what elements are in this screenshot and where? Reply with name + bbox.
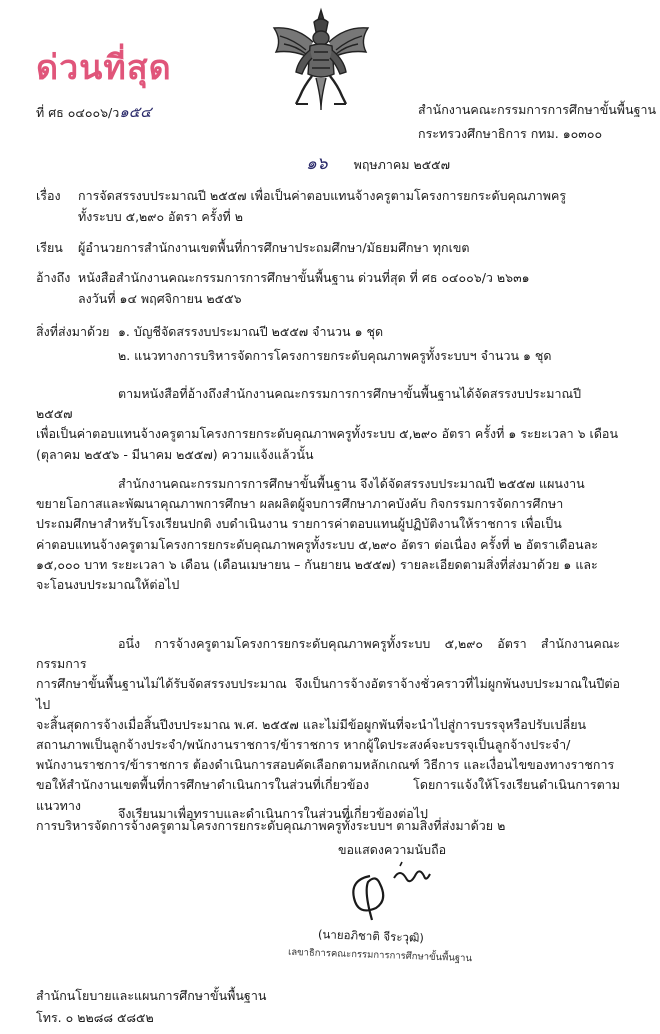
doc-number-handwritten: ๑๕๔: [119, 103, 152, 121]
doc-number-prefix: ที่ ศธ ๐๔๐๐๖/ว: [36, 105, 120, 120]
enclosure-label: สิ่งที่ส่งมาด้วย: [36, 324, 110, 339]
salutation-label: เรียน: [36, 240, 63, 255]
reference-line-1: หนังสือสำนักงานคณะกรรมการการศึกษาขั้นพื้นฐาน ด่วนที่สุด ที่ ศธ ๐๔๐๐๖/ว ๒๖๓๑: [78, 270, 530, 285]
agency-address: กระทรวงศึกษาธิการ กทม. ๑๐๓๐๐: [418, 126, 603, 141]
paragraph-3-line: ขอให้สำนักงานเขตพื้นที่การศึกษาดำเนินการในส่วนที่เกี่ยวข้อง โดยการแจ้งให้โรงเรียนดำเนินการตามแนวทาง: [36, 777, 620, 813]
paragraph-2-line: จะโอนงบประมาณให้ต่อไป: [36, 577, 180, 593]
paragraph-2-line: ค่าตอบแทนจ้างครูตามโครงการยกระดับคุณภาพครูทั้งระบบ ๕,๒๙๐ อัตรา ต่อเนื่อง ครั้งที่ ๒ อัตราเดือนละ: [36, 536, 598, 552]
paragraph-1-line: เพื่อเป็นค่าตอบแทนจ้างครูตามโครงการยกระดับคุณภาพครูทั้งระบบ ๕,๒๙๐ อัตรา ครั้งที่ ๑ ระยะเวลา ๖ เดือน: [36, 426, 618, 442]
paragraph-3-line: พนักงานราชการ/ข้าราชการ ต้องดำเนินการสอบคัดเลือกตามหลักเกณฑ์ วิธีการ และเงื่อนไขของทางราชการ: [36, 757, 615, 773]
paragraph-2-line: สำนักงานคณะกรรมการการศึกษาขั้นพื้นฐาน จึงได้จัดสรรงบประมาณปี ๒๕๕๗ แผนงาน: [118, 476, 585, 491]
urgency-stamp: ด่วนที่สุด: [36, 48, 172, 88]
signer-name: (นายอภิชาติ จีระวุฒิ): [317, 927, 425, 945]
reference-label: อ้างถึง: [36, 270, 71, 285]
paragraph-2-line: ขยายโอกาสและพัฒนาคุณภาพการศึกษา ผลผลิตผู้จบการศึกษาภาคบังคับ กิจกรรมการจัดการศึกษา: [36, 496, 564, 512]
signature: [330, 858, 450, 928]
enclosure-item-2: ๒. แนวทางการบริหารจัดการโครงการยกระดับคุณภาพครูทั้งระบบฯ จำนวน ๑ ชุด: [118, 348, 552, 363]
date-month-year: พฤษภาคม ๒๕๕๗: [353, 157, 451, 172]
paragraph-3-line: อนึ่ง การจ้างครูตามโครงการยกระดับคุณภาพครูทั้งระบบ ๕,๒๙๐ อัตรา สำนักงานคณะกรรมการ: [36, 636, 620, 672]
agency-name: สำนักงานคณะกรรมการการศึกษาขั้นพื้นฐาน: [418, 102, 657, 117]
paragraph-1: [36, 384, 620, 465]
footer-office: สำนักนโยบายและแผนการศึกษาขั้นพื้นฐาน: [36, 988, 267, 1003]
date-day-handwritten: ๑๖: [306, 154, 328, 174]
doc-number: [36, 100, 152, 124]
closing-paragraph: จึงเรียนมาเพื่อทราบและดำเนินการในส่วนที่เกี่ยวข้องต่อไป: [118, 806, 428, 821]
paragraph-2-line: ๑๕,๐๐๐ บาท ระยะเวลา ๖ เดือน (เดือนเมษายน – กันยายน ๒๕๕๗) รายละเอียดตามสิ่งที่ส่งมาด้วย ๑ และ: [36, 556, 598, 572]
footer-phone: โทร. ๐ ๒๒๘๘ ๕๘๕๒: [36, 1010, 154, 1025]
regards: ขอแสดงความนับถือ: [338, 842, 447, 857]
paragraph-2-line: ประถมศึกษาสำหรับโรงเรียนปกติ งบดำเนินงาน รายการค่าตอบแทนผู้ปฏิบัติงานให้ราชการ เพื่อเป็น: [36, 516, 562, 532]
paragraph-2: [36, 474, 620, 595]
signer-title: เลขาธิการคณะกรรมการการศึกษาขั้นพื้นฐาน: [287, 946, 473, 965]
enclosure-item-1: ๑. บัญชีจัดสรรงบประมาณปี ๒๕๕๗ จำนวน ๑ ชุด: [118, 324, 384, 339]
reference-line-2: ลงวันที่ ๑๔ พฤศจิกายน ๒๕๕๖: [78, 291, 242, 306]
subject-line-1: การจัดสรรงบประมาณปี ๒๕๕๗ เพื่อเป็นค่าตอบแทนจ้างครูตามโครงการยกระดับคุณภาพครู: [78, 188, 567, 203]
garuda-emblem: [266, 6, 376, 114]
paragraph-3-line: การบริหารจัดการจ้างครูตามโครงการยกระดับคุณภาพครูทั้งระบบฯ ตามสิ่งที่ส่งมาด้วย ๒: [36, 817, 506, 833]
subject-label: เรื่อง: [36, 188, 61, 203]
paragraph-3-line: สถานภาพเป็นลูกจ้างประจำ/พนักงานราชการ/ข้าราชการ หากผู้ใดประสงค์จะบรรจุเป็นลูกจ้างประจำ/: [36, 737, 571, 753]
document-date: [306, 150, 450, 177]
paragraph-1-line: ตามหนังสือที่อ้างถึงสำนักงานคณะกรรมการการศึกษาขั้นพื้นฐานได้จัดสรรงบประมาณปี ๒๕๕๗: [36, 386, 582, 422]
paragraph-3-line: การศึกษาขั้นพื้นฐานไม่ได้รับจัดสรรงบประมาณ จึงเป็นการจ้างอัตราจ้างชั่วคราวที่ไม่ผูกพันงบประมาณในปีต่อไป: [36, 676, 620, 712]
subject-line-2: ทั้งระบบ ๕,๒๙๐ อัตรา ครั้งที่ ๒: [78, 209, 244, 224]
recipient: ผู้อำนวยการสำนักงานเขตพื้นที่การศึกษาประถมศึกษา/มัธยมศึกษา ทุกเขต: [78, 240, 470, 255]
paragraph-1-line: (ตุลาคม ๒๕๕๖ - มีนาคม ๒๕๕๗) ความแจ้งแล้วนั้น: [36, 446, 314, 462]
paragraph-3-line: จะสิ้นสุดการจ้างเมื่อสิ้นปีงบประมาณ พ.ศ. ๒๕๕๗ และไม่มีข้อผูกพันที่จะนำไปสู่การบรรจุหรือปรับเปลี่ยน: [36, 716, 587, 732]
